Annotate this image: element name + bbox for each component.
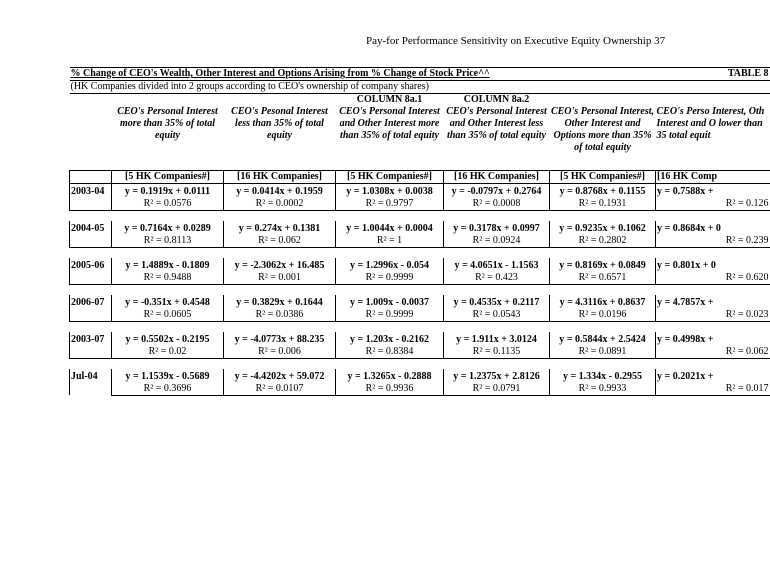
regression-equation: y = 1.0308x + 0.0038: [336, 183, 444, 198]
regression-equation: y = 1.3265x - 0.2888: [336, 369, 444, 383]
r-squared-value: R² = 0.1135: [444, 346, 550, 359]
regression-equation: y = 0.5502x - 0.2195: [112, 332, 224, 346]
regression-equation: y = 4.7857x +: [656, 295, 770, 309]
row-spacer: [70, 321, 770, 332]
r-squared-value: R² = 0.0576: [112, 198, 224, 211]
regression-equation: y = 0.8684x + 0: [656, 221, 770, 235]
r-squared-value: R² = 0.0002: [224, 198, 336, 211]
regression-equation: y = 0.5844x + 2.5424: [550, 332, 656, 346]
table-subtitle: (HK Companies divided into 2 groups according to CEO's ownership of company shares): [70, 81, 770, 94]
period-label: Jul-04: [70, 369, 112, 396]
table-row: [70, 258, 770, 272]
column-heading: CEO's Personal Interest more than 35% of total equity: [117, 106, 218, 141]
r-squared-value: R² = 0.0107: [224, 383, 336, 396]
r-squared-value: R² = 0.006: [224, 346, 336, 359]
r-squared-value: R² = 0.0008: [444, 198, 550, 211]
regression-equation: y = 1.203x - 0.2162: [336, 332, 444, 346]
table-body: [70, 183, 770, 395]
table-row-r2: [70, 272, 770, 285]
regression-equation: y = 0.0414x + 0.1959: [224, 183, 336, 198]
r-squared-value: R² = 0.062: [656, 346, 770, 359]
table-row: [70, 295, 770, 309]
column-group-size: [5 HK Companies#]: [112, 170, 224, 183]
regression-equation: y = -0.351x + 0.4548: [112, 295, 224, 309]
regression-equation: y = 0.9235x + 0.1062: [550, 221, 656, 235]
regression-equation: y = -4.0773x + 88.235: [224, 332, 336, 346]
r-squared-value: R² = 0.2802: [550, 235, 656, 248]
r-squared-value: R² = 0.0791: [444, 383, 550, 396]
r-squared-value: R² = 1: [336, 235, 444, 248]
r-squared-value: R² = 0.6571: [550, 272, 656, 285]
r-squared-value: R² = 0.9999: [336, 309, 444, 322]
table-row-r2: [70, 309, 770, 322]
period-label: 2006-07: [70, 295, 112, 322]
table-row-r2: [70, 235, 770, 248]
r-squared-value: R² = 0.0543: [444, 309, 550, 322]
table-container: [69, 67, 769, 396]
table-row: [70, 332, 770, 346]
row-spacer: [70, 358, 770, 369]
regression-equation: y = 0.7588x +: [656, 183, 770, 198]
regression-equation: y = 0.7164x + 0.0289: [112, 221, 224, 235]
regression-equation: y = 1.0044x + 0.0004: [336, 221, 444, 235]
regression-equation: y = -0.0797x + 0.2764: [444, 183, 550, 198]
r-squared-value: R² = 0.8113: [112, 235, 224, 248]
column-group-size: [16 HK Companies]: [444, 170, 550, 183]
column-group-size: [16 HK Companies]: [224, 170, 336, 183]
period-label: 2005-06: [70, 258, 112, 285]
table-label: TABLE 8: [656, 68, 770, 81]
row-spacer: [70, 210, 770, 221]
table-row-r2: [70, 198, 770, 211]
r-squared-value: R² = 0.1931: [550, 198, 656, 211]
r-squared-value: R² = 0.8384: [336, 346, 444, 359]
r-squared-value: R² = 0.0891: [550, 346, 656, 359]
period-label: 2004-05: [70, 221, 112, 248]
table-row: [70, 221, 770, 235]
regression-equation: y = 0.4998x +: [656, 332, 770, 346]
column-heading: CEO's Personal Interest and Other Interest less than 35% of total equity: [446, 106, 547, 141]
regression-table: [69, 67, 770, 396]
table-row: [70, 369, 770, 383]
r-squared-value: R² = 0.126: [656, 198, 770, 211]
table-title: % Change of CEO's Wealth, Other Interest and Options Arising from % Change of Stock Price^^: [70, 68, 656, 81]
regression-equation: y = 0.4535x + 0.2117: [444, 295, 550, 309]
r-squared-value: R² = 0.423: [444, 272, 550, 285]
column-heading: CEO's Pesonal Interest less than 35% of total equity: [231, 106, 328, 141]
row-spacer: [70, 284, 770, 295]
r-squared-value: R² = 0.9936: [336, 383, 444, 396]
r-squared-value: R² = 0.023: [656, 309, 770, 322]
r-squared-value: R² = 0.062: [224, 235, 336, 248]
regression-equation: y = 0.8169x + 0.0849: [550, 258, 656, 272]
period-label: 2003-04: [70, 183, 112, 210]
regression-equation: y = 0.1919x + 0.0111: [112, 183, 224, 198]
r-squared-value: R² = 0.0924: [444, 235, 550, 248]
period-label: 2003-07: [70, 332, 112, 359]
column-heading: CEO's Personal Interest, Other Interest and Options more than 35% of total equity: [550, 106, 655, 153]
r-squared-value: R² = 0.001: [224, 272, 336, 285]
column-heading: CEO's Perso Interest, Oth Interest and O lower than 35 total equit: [656, 106, 765, 141]
table-row: [70, 183, 770, 198]
table-row-r2: [70, 346, 770, 359]
table-row-r2: [70, 383, 770, 396]
regression-equation: y = 0.3178x + 0.0997: [444, 221, 550, 235]
regression-equation: y = 0.801x + 0: [656, 258, 770, 272]
column-group-size: [16 HK Comp: [656, 170, 770, 183]
regression-equation: y = 4.3116x + 0.8637: [550, 295, 656, 309]
r-squared-value: R² = 0.9999: [336, 272, 444, 285]
r-squared-value: R² = 0.239: [656, 235, 770, 248]
regression-equation: y = 4.0651x - 1.1563: [444, 258, 550, 272]
regression-equation: y = 1.911x + 3.0124: [444, 332, 550, 346]
regression-equation: y = -2.3062x + 16.485: [224, 258, 336, 272]
column-heading: CEO's Personal Interest and Other Interest more than 35% of total equity: [339, 106, 440, 141]
r-squared-value: R² = 0.0605: [112, 309, 224, 322]
column-group-size: [5 HK Companies#]: [336, 170, 444, 183]
r-squared-value: R² = 0.0196: [550, 309, 656, 322]
r-squared-value: R² = 0.3696: [112, 383, 224, 396]
r-squared-value: R² = 0.017: [656, 383, 770, 396]
regression-equation: y = 0.8768x + 0.1155: [550, 183, 656, 198]
regression-equation: y = 0.274x + 0.1381: [224, 221, 336, 235]
page-header: Pay-for Performance Sensitivity on Executive Equity Ownership 37: [366, 35, 666, 47]
r-squared-value: R² = 0.9797: [336, 198, 444, 211]
regression-equation: y = 1.1539x - 0.5689: [112, 369, 224, 383]
r-squared-value: R² = 0.02: [112, 346, 224, 359]
regression-equation: y = 1.2996x - 0.054: [336, 258, 444, 272]
regression-equation: y = 1.4889x - 0.1809: [112, 258, 224, 272]
regression-equation: y = 0.2021x +: [656, 369, 770, 383]
r-squared-value: R² = 0.9933: [550, 383, 656, 396]
regression-equation: y = 1.334x - 0.2955: [550, 369, 656, 383]
regression-equation: y = 1.2375x + 2.8126: [444, 369, 550, 383]
column-group-8a1: COLUMN 8a.1: [356, 94, 423, 105]
column-group-8a2: COLUMN 8a.2: [463, 94, 530, 105]
r-squared-value: R² = 0.9488: [112, 272, 224, 285]
regression-equation: y = -4.4202x + 59.072: [224, 369, 336, 383]
r-squared-value: R² = 0.0386: [224, 309, 336, 322]
row-spacer: [70, 247, 770, 258]
regression-equation: y = 1.009x - 0.0037: [336, 295, 444, 309]
column-group-size: [5 HK Companies#]: [550, 170, 656, 183]
regression-equation: y = 0.3829x + 0.1644: [224, 295, 336, 309]
r-squared-value: R² = 0.620: [656, 272, 770, 285]
